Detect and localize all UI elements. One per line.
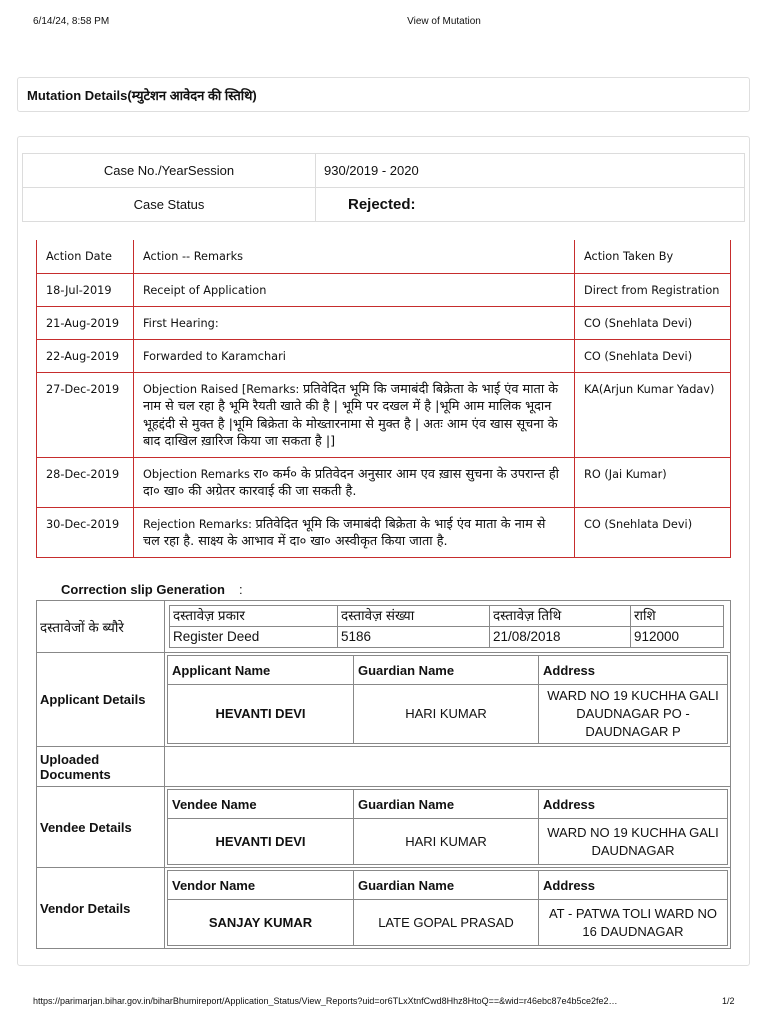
action-taken-by: RO (Jai Kumar)	[575, 457, 731, 507]
documents-row	[37, 601, 731, 653]
vendee-row	[37, 787, 731, 868]
doc-amount-header: राशि	[631, 606, 724, 627]
uploaded-documents-label: Uploaded Documents	[37, 747, 165, 787]
print-header	[0, 16, 768, 30]
correction-slip-table	[36, 600, 731, 949]
doc-type-header: दस्तावेज़ प्रकार	[170, 606, 338, 627]
case-number-value: 930/2019 - 2020	[316, 154, 745, 188]
action-remarks-text: Receipt of Application	[143, 283, 267, 297]
vendor-row	[37, 868, 731, 949]
panel-title: Mutation Details(म्युटेशन आवेदन की स्तिथि)	[17, 77, 750, 112]
doc-number-header: दस्तावेज़ संख्या	[338, 606, 490, 627]
action-date: 27-Dec-2019	[37, 372, 134, 457]
applicant-cell	[165, 653, 731, 747]
vendee-address-header: Address	[539, 790, 728, 819]
print-datetime: 6/14/24, 8:58 PM	[33, 16, 110, 27]
applicant-row	[37, 653, 731, 747]
vendee-label: Vendee Details	[37, 787, 165, 868]
vendor-name-value: SANJAY KUMAR	[168, 900, 354, 946]
vendor-table	[167, 870, 728, 946]
print-page-number: 1/2	[722, 996, 735, 1006]
vendee-guardian-value: HARI KUMAR	[354, 819, 539, 865]
print-page-title: View of Mutation	[407, 16, 481, 27]
action-remarks	[134, 457, 575, 507]
action-remarks-prefix: Objection Remarks	[143, 467, 254, 481]
action-remarks-prefix: Rejection Remarks:	[143, 517, 256, 531]
action-remarks-text: प्रतिवेदित भूमि कि जमाबंदी बिक्रेता के भाई एंव माता के नाम से चल रहा है. साक्ष्य के आभाव में दा० खा० अस्वीकृत किया जाता है.	[143, 516, 546, 549]
applicant-name-header: Applicant Name	[168, 656, 354, 685]
action-remarks-text: प्रतिवेदित भूमि कि जमाबंदी बिक्रेता के भाई एंव माता के नाम से चल रहा है भूमि रैयती खाते की है | भूमि पर दखल में है |भूमि आम मालिक भूदान भूहद्दंदी से मुक्त है |भूमि बिक्रेता के मोख्तारनामा से मुक्त है | अतः आम एंव खास सूचना के बाद दाखिल ख़ारिज किया जा सकता है |]	[143, 381, 559, 449]
action-remarks-text: Forwarded to Karamchari	[143, 349, 286, 363]
action-taken-by: CO (Snehlata Devi)	[575, 339, 731, 372]
vendor-header-row	[168, 871, 728, 900]
applicant-header-row	[168, 656, 728, 685]
documents-header-row	[170, 606, 724, 627]
documents-label: दस्तावेजों के ब्यौरे	[37, 601, 165, 653]
vendor-name-header: Vendor Name	[168, 871, 354, 900]
vendor-label: Vendor Details	[37, 868, 165, 949]
documents-table	[169, 605, 724, 648]
uploaded-documents-cell	[165, 747, 731, 787]
vendee-cell	[165, 787, 731, 868]
action-row	[37, 273, 731, 306]
documents-cell	[165, 601, 731, 653]
case-status-value: Rejected:	[316, 188, 745, 222]
print-url: https://parimarjan.bihar.gov.in/biharBhumireport/Application_Status/View_Reports?uid=or6TLxXtnfCwd8Hhz8HtoQ==&wid=r46ebc87e4b5ce2fe2…	[33, 996, 618, 1006]
action-remarks	[134, 372, 575, 457]
action-history-table	[36, 240, 731, 558]
case-number-row	[23, 154, 745, 188]
action-date-header: Action Date	[37, 240, 134, 273]
vendee-name-value: HEVANTI DEVI	[168, 819, 354, 865]
action-remarks-text: रा० कर्म० के प्रतिवेदन अनुसार आम एव ख़ास सुचना के उपरान्त ही दा० खा० की अग्रेतर कारवाई की जा सकती है.	[143, 466, 559, 499]
action-taken-by: CO (Snehlata Devi)	[575, 306, 731, 339]
correction-slip-label	[61, 582, 243, 597]
vendee-header-row	[168, 790, 728, 819]
case-status-row	[23, 188, 745, 222]
action-row	[37, 339, 731, 372]
vendee-address-value: WARD NO 19 KUCHHA GALI DAUDNAGAR	[539, 819, 728, 865]
action-date: 21-Aug-2019	[37, 306, 134, 339]
case-number-label: Case No./YearSession	[23, 154, 316, 188]
action-row	[37, 372, 731, 457]
print-footer	[0, 996, 768, 1010]
applicant-address-header: Address	[539, 656, 728, 685]
action-taken-by: Direct from Registration	[575, 273, 731, 306]
vendee-guardian-header: Guardian Name	[354, 790, 539, 819]
case-summary-table	[22, 153, 745, 222]
documents-data-row	[170, 627, 724, 648]
doc-date-header: दस्तावेज़ तिथि	[490, 606, 631, 627]
action-taken-by: CO (Snehlata Devi)	[575, 507, 731, 557]
case-status-label: Case Status	[23, 188, 316, 222]
action-date: 30-Dec-2019	[37, 507, 134, 557]
vendor-address-value: AT - PATWA TOLI WARD NO 16 DAUDNAGAR	[539, 900, 728, 946]
vendor-address-header: Address	[539, 871, 728, 900]
applicant-data-row	[168, 685, 728, 744]
action-row	[37, 507, 731, 557]
action-taken-by: KA(Arjun Kumar Yadav)	[575, 372, 731, 457]
applicant-address-value: WARD NO 19 KUCHHA GALI DAUDNAGAR PO - DAUDNAGAR P	[539, 685, 728, 744]
applicant-name-value: HEVANTI DEVI	[168, 685, 354, 744]
vendor-guardian-value: LATE GOPAL PRASAD	[354, 900, 539, 946]
vendee-table	[167, 789, 728, 865]
correction-slip-colon: :	[238, 582, 243, 597]
action-remarks-header: Action -- Remarks	[134, 240, 575, 273]
action-row	[37, 306, 731, 339]
action-date: 22-Aug-2019	[37, 339, 134, 372]
vendor-data-row	[168, 900, 728, 946]
vendee-data-row	[168, 819, 728, 865]
action-remarks	[134, 273, 575, 306]
applicant-table	[167, 655, 728, 744]
applicant-label: Applicant Details	[37, 653, 165, 747]
correction-slip-title: Correction slip Generation	[61, 582, 225, 597]
doc-date-value: 21/08/2018	[490, 627, 631, 648]
action-date: 18-Jul-2019	[37, 273, 134, 306]
action-date: 28-Dec-2019	[37, 457, 134, 507]
action-remarks-text: First Hearing:	[143, 316, 219, 330]
uploaded-documents-row	[37, 747, 731, 787]
action-remarks	[134, 507, 575, 557]
action-remarks	[134, 306, 575, 339]
action-row	[37, 457, 731, 507]
action-remarks	[134, 339, 575, 372]
applicant-guardian-value: HARI KUMAR	[354, 685, 539, 744]
action-header-row	[37, 240, 731, 273]
vendee-name-header: Vendee Name	[168, 790, 354, 819]
doc-amount-value: 912000	[631, 627, 724, 648]
applicant-guardian-header: Guardian Name	[354, 656, 539, 685]
doc-number-value: 5186	[338, 627, 490, 648]
action-by-header: Action Taken By	[575, 240, 731, 273]
action-remarks-prefix: Objection Raised [Remarks:	[143, 382, 303, 396]
vendor-cell	[165, 868, 731, 949]
vendor-guardian-header: Guardian Name	[354, 871, 539, 900]
doc-type-value: Register Deed	[170, 627, 338, 648]
